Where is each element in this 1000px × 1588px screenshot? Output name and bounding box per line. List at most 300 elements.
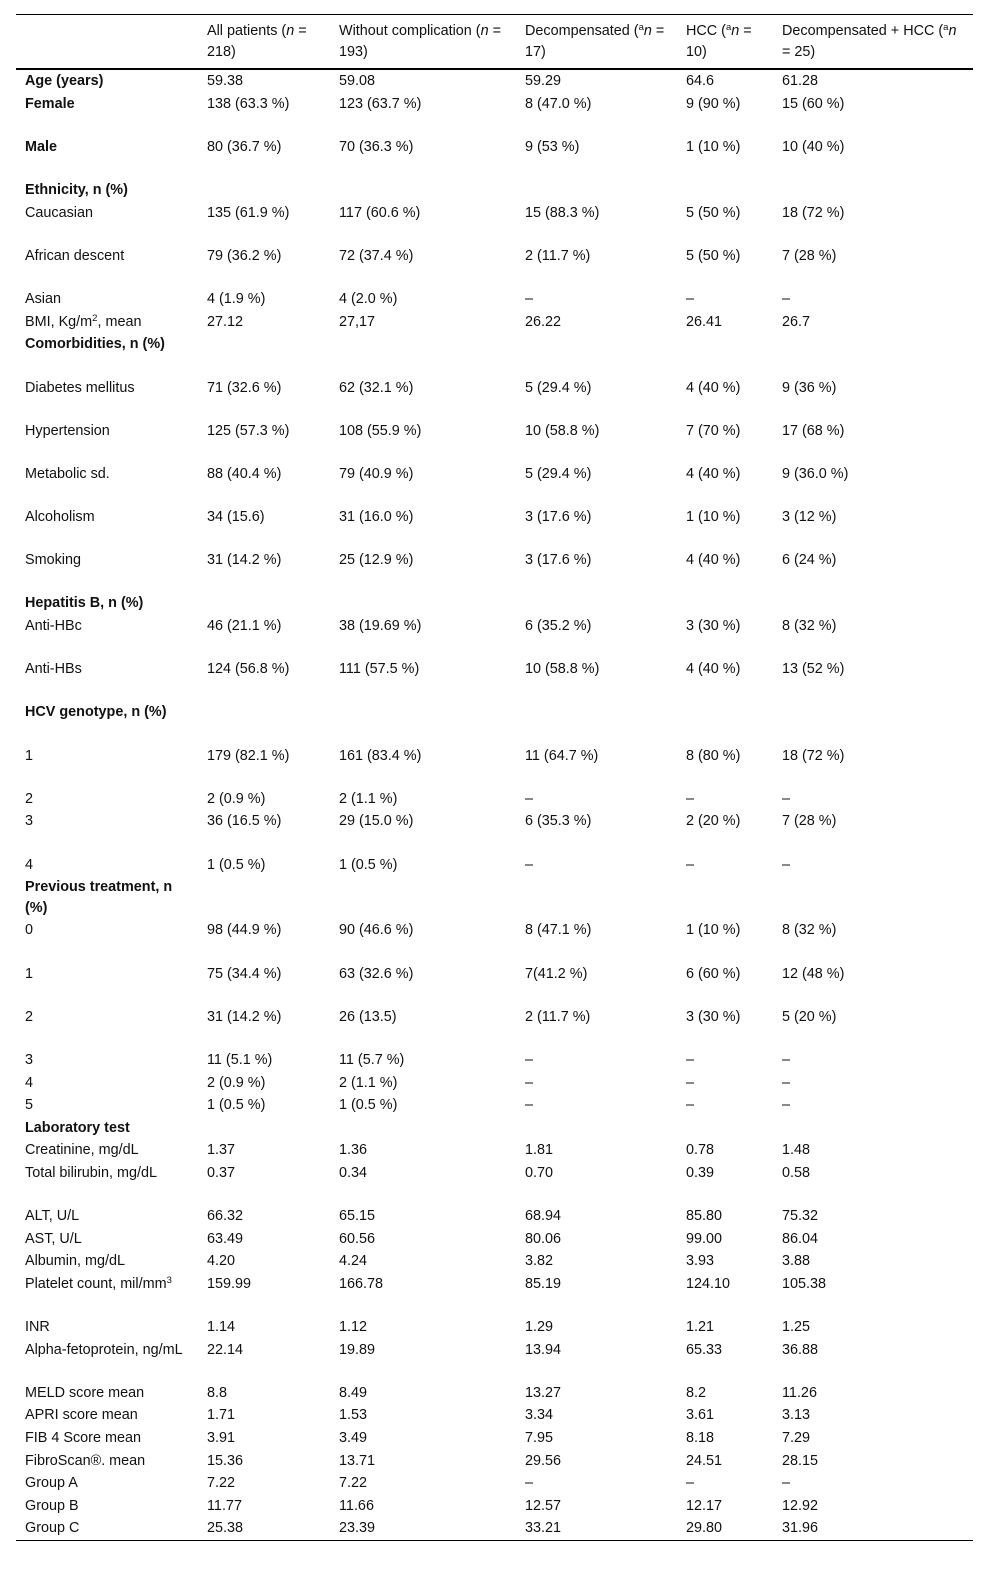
cell (198, 592, 330, 615)
cell: 79 (40.9 %) (339, 465, 414, 482)
section-label: Comorbidities, n (%) (25, 336, 165, 353)
cell: 1 (0.5 %) (339, 1097, 398, 1114)
section-label: Laboratory test (25, 1119, 130, 1136)
cell: 166.78 (339, 1275, 384, 1292)
cell: 7 (28 %) (782, 247, 837, 264)
row-label: Anti-HBs (25, 661, 82, 678)
table-row (16, 245, 973, 288)
cell: 26.41 (686, 313, 723, 330)
cell (516, 179, 677, 202)
cell: 138 (63.3 %) (207, 95, 290, 112)
row-label: Alcoholism (25, 509, 95, 526)
cell: 33.21 (525, 1520, 562, 1537)
row-label: 5 (25, 1097, 34, 1114)
cell: 2 (1.1 %) (339, 790, 398, 807)
cell: 179 (82.1 %) (207, 747, 290, 764)
cell: 117 (60.6 %) (339, 204, 421, 221)
cell: 34 (15.6) (207, 509, 265, 526)
table-row (16, 1273, 973, 1316)
cell: 13.27 (525, 1384, 562, 1401)
cell (677, 333, 773, 376)
cell: – (782, 856, 791, 873)
cell: 19.89 (339, 1341, 376, 1358)
cell (516, 876, 677, 919)
cell: 15 (88.3 %) (525, 204, 600, 221)
cell: 25.38 (207, 1520, 244, 1537)
table-row (16, 1450, 973, 1473)
cell (773, 876, 973, 919)
table-row (16, 288, 973, 311)
row-label: 3 (25, 813, 34, 830)
table-row (16, 93, 973, 136)
header-hcc: HCC ($^a$n = 10) (686, 22, 752, 60)
cell: 123 (63.7 %) (339, 95, 422, 112)
table-row (16, 810, 973, 853)
table-row (16, 1205, 973, 1228)
cell: 11.26 (782, 1384, 817, 1401)
section-row (16, 333, 973, 376)
cell: 8.18 (686, 1430, 715, 1446)
cell: 1 (0.5 %) (207, 1097, 266, 1114)
cell: 4 (40 %) (686, 552, 741, 569)
cell: 59.08 (339, 73, 376, 90)
cell: – (525, 790, 534, 807)
cell: 5 (50 %) (686, 204, 741, 221)
row-label: 0 (25, 922, 34, 939)
table-row (16, 854, 973, 877)
cell: 24.51 (686, 1452, 723, 1469)
table-row (16, 919, 973, 962)
row-label: FibroScan®. mean (25, 1452, 146, 1469)
cell: 3 (12 %) (782, 509, 837, 526)
cell: 64.6 (686, 73, 715, 90)
cell: – (686, 1475, 695, 1492)
cell (330, 179, 516, 202)
table-row (16, 1228, 973, 1251)
cell: 3.49 (339, 1430, 368, 1446)
table-row (16, 1339, 973, 1382)
header-decompensated: Decompensated ($^a$n = 17) (525, 22, 665, 60)
cell: 135 (61.9 %) (207, 204, 290, 221)
cell: 1.48 (782, 1142, 811, 1159)
cell (516, 333, 677, 376)
cell: – (686, 790, 695, 807)
row-label: Albumin, mg/dL (25, 1253, 125, 1270)
cell: 0.70 (525, 1164, 554, 1181)
cell (198, 701, 330, 744)
cell (330, 876, 516, 919)
cell: 0.78 (686, 1142, 715, 1159)
cell: 2 (20 %) (686, 813, 741, 830)
table-row (16, 506, 973, 549)
cell: 29.80 (686, 1520, 723, 1537)
row-label: Diabetes mellitus (25, 379, 135, 396)
cell (677, 179, 773, 202)
cell: 159.99 (207, 1275, 252, 1292)
cell: 68.94 (525, 1208, 562, 1225)
cell: 15 (60 %) (782, 95, 845, 112)
cell: 4 (40 %) (686, 379, 741, 396)
cell (677, 592, 773, 615)
cell: 6 (24 %) (782, 552, 837, 569)
cell: 38 (19.69 %) (339, 618, 422, 635)
cell (516, 1117, 677, 1140)
cell: – (686, 1074, 695, 1091)
row-label-platelet: Platelet count, mil/$mm^3$ (25, 1274, 172, 1292)
cell: 98 (44.9 %) (207, 922, 282, 939)
cell: – (782, 790, 791, 807)
table-row (16, 1139, 973, 1162)
table-row (16, 1517, 973, 1540)
cell: 4 (2.0 %) (339, 291, 398, 308)
cell: 4 (40 %) (686, 465, 741, 482)
cell: 3.93 (686, 1253, 715, 1270)
table-row (16, 69, 973, 93)
cell: 3 (30 %) (686, 618, 741, 635)
table-row (16, 136, 973, 179)
patient-characteristics-table (16, 14, 973, 1541)
cell: 5 (29.4 %) (525, 465, 592, 482)
row-label: 2 (25, 790, 34, 807)
cell: – (782, 291, 791, 308)
cell: 1 (10 %) (686, 922, 741, 939)
cell: 59.38 (207, 73, 244, 90)
cell: – (782, 1097, 791, 1114)
table-row (16, 1094, 973, 1117)
cell (516, 592, 677, 615)
row-label: INR (25, 1319, 50, 1336)
cell: 65.33 (686, 1341, 723, 1358)
row-label: APRI score mean (25, 1407, 138, 1424)
row-label: Creatinine, mg/dL (25, 1142, 139, 1159)
cell: 1.25 (782, 1319, 811, 1336)
cell: 4 (1.9 %) (207, 291, 266, 308)
table-row (16, 1472, 973, 1495)
cell: 11.77 (207, 1497, 242, 1514)
cell: 9 (53 %) (525, 138, 580, 155)
cell: 65.15 (339, 1208, 376, 1225)
section-row (16, 592, 973, 615)
section-label: Hepatitis B, n (%) (25, 595, 144, 612)
cell: 1.12 (339, 1319, 368, 1336)
table-row (16, 745, 973, 788)
cell: – (525, 856, 534, 873)
cell: 7.22 (207, 1475, 236, 1492)
cell: 10 (40 %) (782, 138, 845, 155)
cell: 11 (5.7 %) (339, 1051, 405, 1068)
row-label: Smoking (25, 552, 81, 569)
row-label: Male (25, 138, 57, 155)
cell: 1.71 (207, 1407, 236, 1424)
cell (773, 701, 973, 744)
row-label: Metabolic sd. (25, 465, 110, 482)
row-label: Total bilirubin, mg/dL (25, 1164, 157, 1181)
cell: 5 (20 %) (782, 1008, 837, 1025)
table-row (16, 1404, 973, 1427)
section-label: Ethnicity, n (%) (25, 182, 128, 199)
cell: 31 (14.2 %) (207, 552, 282, 569)
cell: 2 (0.9 %) (207, 790, 266, 807)
table-row (16, 549, 973, 592)
cell: 4 (40 %) (686, 661, 741, 678)
table-row (16, 615, 973, 658)
cell: 12 (48 %) (782, 965, 845, 982)
cell: – (525, 1074, 534, 1091)
cell: 111 (57.5 %) (339, 661, 420, 678)
cell: 3.91 (207, 1430, 236, 1446)
cell: 0.58 (782, 1164, 811, 1181)
row-label: 4 (25, 1074, 34, 1091)
section-row (16, 179, 973, 202)
cell: 5 (29.4 %) (525, 379, 592, 396)
row-label: Group C (25, 1520, 80, 1537)
cell: 8 (47.0 %) (525, 95, 592, 112)
cell: 88 (40.4 %) (207, 465, 282, 482)
table-row (16, 202, 973, 245)
cell: 3 (17.6 %) (525, 552, 592, 569)
cell: 7.22 (339, 1475, 368, 1492)
cell (330, 592, 516, 615)
cell: 26.7 (782, 313, 811, 330)
cell: 8 (32 %) (782, 618, 837, 635)
cell: – (686, 1051, 695, 1068)
section-row (16, 876, 973, 919)
row-label: Anti-HBc (25, 618, 82, 635)
cell: – (686, 856, 695, 873)
cell: – (525, 1051, 534, 1068)
table-row (16, 463, 973, 506)
cell: – (525, 1475, 534, 1492)
cell: 6 (35.2 %) (525, 618, 592, 635)
cell: 11.66 (339, 1497, 374, 1514)
cell: 1.21 (686, 1319, 715, 1336)
cell (773, 333, 973, 376)
cell: 1 (0.5 %) (339, 856, 398, 873)
cell: 79 (36.2 %) (207, 247, 282, 264)
section-row (16, 1117, 973, 1140)
cell: 8.2 (686, 1384, 707, 1401)
cell: 80 (36.7 %) (207, 138, 282, 155)
cell: 3.82 (525, 1253, 554, 1270)
cell: 70 (36.3 %) (339, 138, 414, 155)
cell: 1 (0.5 %) (207, 856, 266, 873)
cell: 23.39 (339, 1520, 376, 1537)
row-label: 1 (25, 747, 34, 764)
table-row (16, 1072, 973, 1095)
cell: 86.04 (782, 1230, 819, 1247)
row-label: Group B (25, 1497, 79, 1514)
cell: 12.17 (686, 1497, 723, 1514)
cell: 26 (13.5) (339, 1008, 397, 1025)
cell: 6 (60 %) (686, 965, 741, 982)
cell: 18 (72 %) (782, 204, 845, 221)
row-label: FIB 4 Score mean (25, 1430, 141, 1446)
cell: 0.37 (207, 1164, 236, 1181)
row-label: 4 (25, 856, 34, 873)
cell: 1 (10 %) (686, 138, 741, 155)
cell: 5 (50 %) (686, 247, 741, 264)
cell: 27.12 (207, 313, 244, 330)
cell: 13 (52 %) (782, 661, 845, 678)
table-row (16, 311, 973, 334)
cell: 125 (57.3 %) (207, 422, 290, 439)
row-label: ALT, U/L (25, 1208, 80, 1225)
cell: 75 (34.4 %) (207, 965, 282, 982)
row-label: Alpha-fetoprotein, ng/mL (25, 1341, 183, 1358)
cell: 2 (0.9 %) (207, 1074, 266, 1091)
cell: 31.96 (782, 1520, 819, 1537)
table-row (16, 1049, 973, 1072)
cell: 105.38 (782, 1275, 827, 1292)
cell (516, 701, 677, 744)
row-label: MELD score mean (25, 1384, 145, 1401)
section-label: HCV genotype, n (%) (25, 704, 167, 721)
cell: – (782, 1074, 791, 1091)
cell: 17 (68 %) (782, 422, 845, 439)
cell (773, 179, 973, 202)
cell: 11 (5.1 %) (207, 1051, 273, 1068)
cell: 1.37 (207, 1142, 236, 1159)
cell: – (686, 1097, 695, 1114)
table-row (16, 1162, 973, 1205)
table-row (16, 1427, 973, 1450)
cell (330, 701, 516, 744)
cell: 4.24 (339, 1253, 368, 1270)
cell: 29 (15.0 %) (339, 813, 414, 830)
cell (198, 876, 330, 919)
cell: 62 (32.1 %) (339, 379, 414, 396)
cell: – (686, 291, 695, 308)
cell (773, 592, 973, 615)
row-label: 1 (25, 965, 34, 982)
cell: 7.95 (525, 1430, 554, 1446)
cell (677, 701, 773, 744)
cell: 22.14 (207, 1341, 244, 1358)
cell: 1.14 (207, 1319, 236, 1336)
cell: 72 (37.4 %) (339, 247, 414, 264)
row-label: African descent (25, 247, 125, 264)
row-label: Group A (25, 1475, 78, 1492)
row-label: AST, U/L (25, 1230, 82, 1247)
cell: 3.61 (686, 1407, 715, 1424)
section-label: Previous treatment, n (%) (25, 879, 173, 916)
cell: 31 (14.2 %) (207, 1008, 282, 1025)
cell: 63 (32.6 %) (339, 965, 414, 982)
cell: 7.29 (782, 1430, 811, 1446)
cell: 85.19 (525, 1275, 562, 1292)
table-header-row (16, 15, 973, 70)
patient-characteristics-table-container (16, 14, 973, 1541)
table-row (16, 377, 973, 420)
cell: 8.49 (339, 1384, 368, 1401)
cell: 4.20 (207, 1253, 236, 1270)
cell: 7 (70 %) (686, 422, 741, 439)
cell: 3.34 (525, 1407, 554, 1424)
cell (198, 1117, 330, 1140)
cell: 13.94 (525, 1341, 562, 1358)
cell: 10 (58.8 %) (525, 661, 600, 678)
cell: 99.00 (686, 1230, 723, 1247)
cell: 28.15 (782, 1452, 819, 1469)
cell: 66.32 (207, 1208, 244, 1225)
section-row (16, 701, 973, 744)
cell: 71 (32.6 %) (207, 379, 282, 396)
cell: 25 (12.9 %) (339, 552, 414, 569)
header-empty (16, 15, 198, 70)
cell: 60.56 (339, 1230, 376, 1247)
cell: 0.39 (686, 1164, 715, 1181)
cell: 80.06 (525, 1230, 562, 1247)
cell: 18 (72 %) (782, 747, 845, 764)
cell: – (525, 1097, 534, 1114)
row-label: Asian (25, 291, 61, 308)
cell: 1.81 (525, 1142, 554, 1159)
header-decompensated-hcc: Decompensated + HCC ($^a$n = 25) (782, 22, 957, 60)
cell: – (782, 1475, 791, 1492)
cell: 8.8 (207, 1384, 228, 1401)
cell: 8 (47.1 %) (525, 922, 592, 939)
table-row (16, 1006, 973, 1049)
cell: – (782, 1051, 791, 1068)
cell: 27,17 (339, 313, 376, 330)
cell (330, 333, 516, 376)
cell (198, 179, 330, 202)
table-row (16, 420, 973, 463)
cell: 161 (83.4 %) (339, 747, 422, 764)
cell: 2 (11.7 %) (525, 1008, 591, 1025)
table-row (16, 1495, 973, 1518)
cell: 7(41.2 %) (525, 965, 588, 982)
cell (330, 1117, 516, 1140)
table-row (16, 1250, 973, 1273)
cell: 63.49 (207, 1230, 244, 1247)
cell: 75.32 (782, 1208, 819, 1225)
cell: 11 (64.7 %) (525, 747, 599, 764)
cell: 31 (16.0 %) (339, 509, 414, 526)
cell: 8 (32 %) (782, 922, 837, 939)
cell: 2 (1.1 %) (339, 1074, 398, 1091)
cell: 36.88 (782, 1341, 819, 1358)
cell: 9 (36.0 %) (782, 465, 849, 482)
cell: 108 (55.9 %) (339, 422, 422, 439)
cell: 61.28 (782, 73, 819, 90)
cell: 13.71 (339, 1452, 376, 1469)
cell: 8 (80 %) (686, 747, 741, 764)
cell: 0.34 (339, 1164, 368, 1181)
cell: 26.22 (525, 313, 562, 330)
table-row (16, 658, 973, 701)
cell: 124 (56.8 %) (207, 661, 290, 678)
cell: 59.29 (525, 73, 562, 90)
header-all-patients: All patients (n = 218) (207, 23, 307, 60)
cell: 10 (58.8 %) (525, 422, 600, 439)
row-label: Hypertension (25, 422, 110, 439)
cell (198, 333, 330, 376)
cell: 3.88 (782, 1253, 811, 1270)
row-label: 3 (25, 1051, 34, 1068)
cell (773, 1117, 973, 1140)
cell: 2 (11.7 %) (525, 247, 591, 264)
cell: 3 (17.6 %) (525, 509, 592, 526)
cell: 9 (90 %) (686, 95, 741, 112)
row-label: 2 (25, 1008, 34, 1025)
cell: 12.92 (782, 1497, 819, 1514)
cell: 46 (21.1 %) (207, 618, 282, 635)
cell: 36 (16.5 %) (207, 813, 282, 830)
table-row (16, 788, 973, 811)
table-row (16, 1316, 973, 1339)
cell: 15.36 (207, 1452, 244, 1469)
